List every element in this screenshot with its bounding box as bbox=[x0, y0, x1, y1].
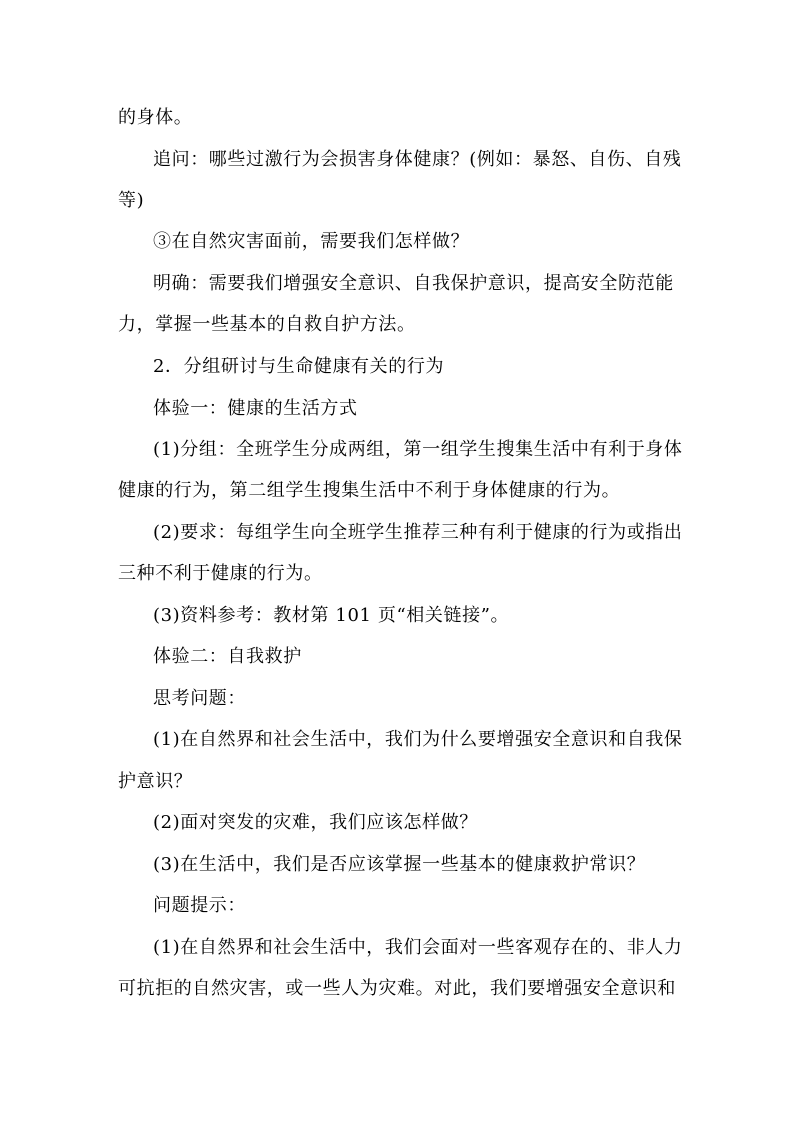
text-line: (1)分组：全班学生分成两组，第一组学生搜集生活中有利于身体 bbox=[153, 439, 683, 460]
text-line: 健康的行为，第二组学生搜集生活中不利于身体健康的行为。 bbox=[118, 480, 621, 501]
text-line: 可抗拒的自然灾害，或一些人为灾难。对此，我们要增强安全意识和 bbox=[118, 978, 676, 999]
text-line: 等) bbox=[118, 190, 145, 211]
text-line: 问题提示： bbox=[153, 895, 246, 916]
text-line: (1)在自然界和社会生活中，我们会面对一些客观存在的、非人力 bbox=[153, 937, 683, 958]
text-line: 思考问题： bbox=[153, 688, 246, 709]
text-line: (2)面对突发的灾难，我们应该怎样做？ bbox=[153, 812, 478, 833]
text-line: 力，掌握一些基本的自救自护方法。 bbox=[118, 314, 416, 335]
text-line: 三种不利于健康的行为。 bbox=[118, 563, 323, 584]
text-line: 明确：需要我们增强安全意识、自我保护意识，提高安全防范能 bbox=[153, 273, 674, 294]
text-line: (2)要求：每组学生向全班学生推荐三种有利于健康的行为或指出 bbox=[153, 522, 683, 543]
text-line: 体验二：自我救护 bbox=[153, 646, 302, 667]
text-line: 护意识？ bbox=[118, 771, 193, 792]
text-line: 追问：哪些过激行为会损害身体健康？(例如：暴怒、自伤、自残 bbox=[153, 149, 682, 170]
text-line: ③在自然灾害面前，需要我们怎样做？ bbox=[153, 231, 470, 252]
text-line: 体验一：健康的生活方式 bbox=[153, 398, 358, 419]
text-line: 的身体。 bbox=[118, 107, 193, 128]
text-line: (1)在自然界和社会生活中，我们为什么要增强安全意识和自我保 bbox=[153, 729, 683, 750]
text-line: (3)资料参考：教材第 101 页“相关链接”。 bbox=[153, 605, 510, 626]
text-line: (3)在生活中，我们是否应该掌握一些基本的健康救护常识？ bbox=[153, 854, 646, 875]
text-line: 2．分组研讨与生命健康有关的行为 bbox=[153, 356, 445, 377]
